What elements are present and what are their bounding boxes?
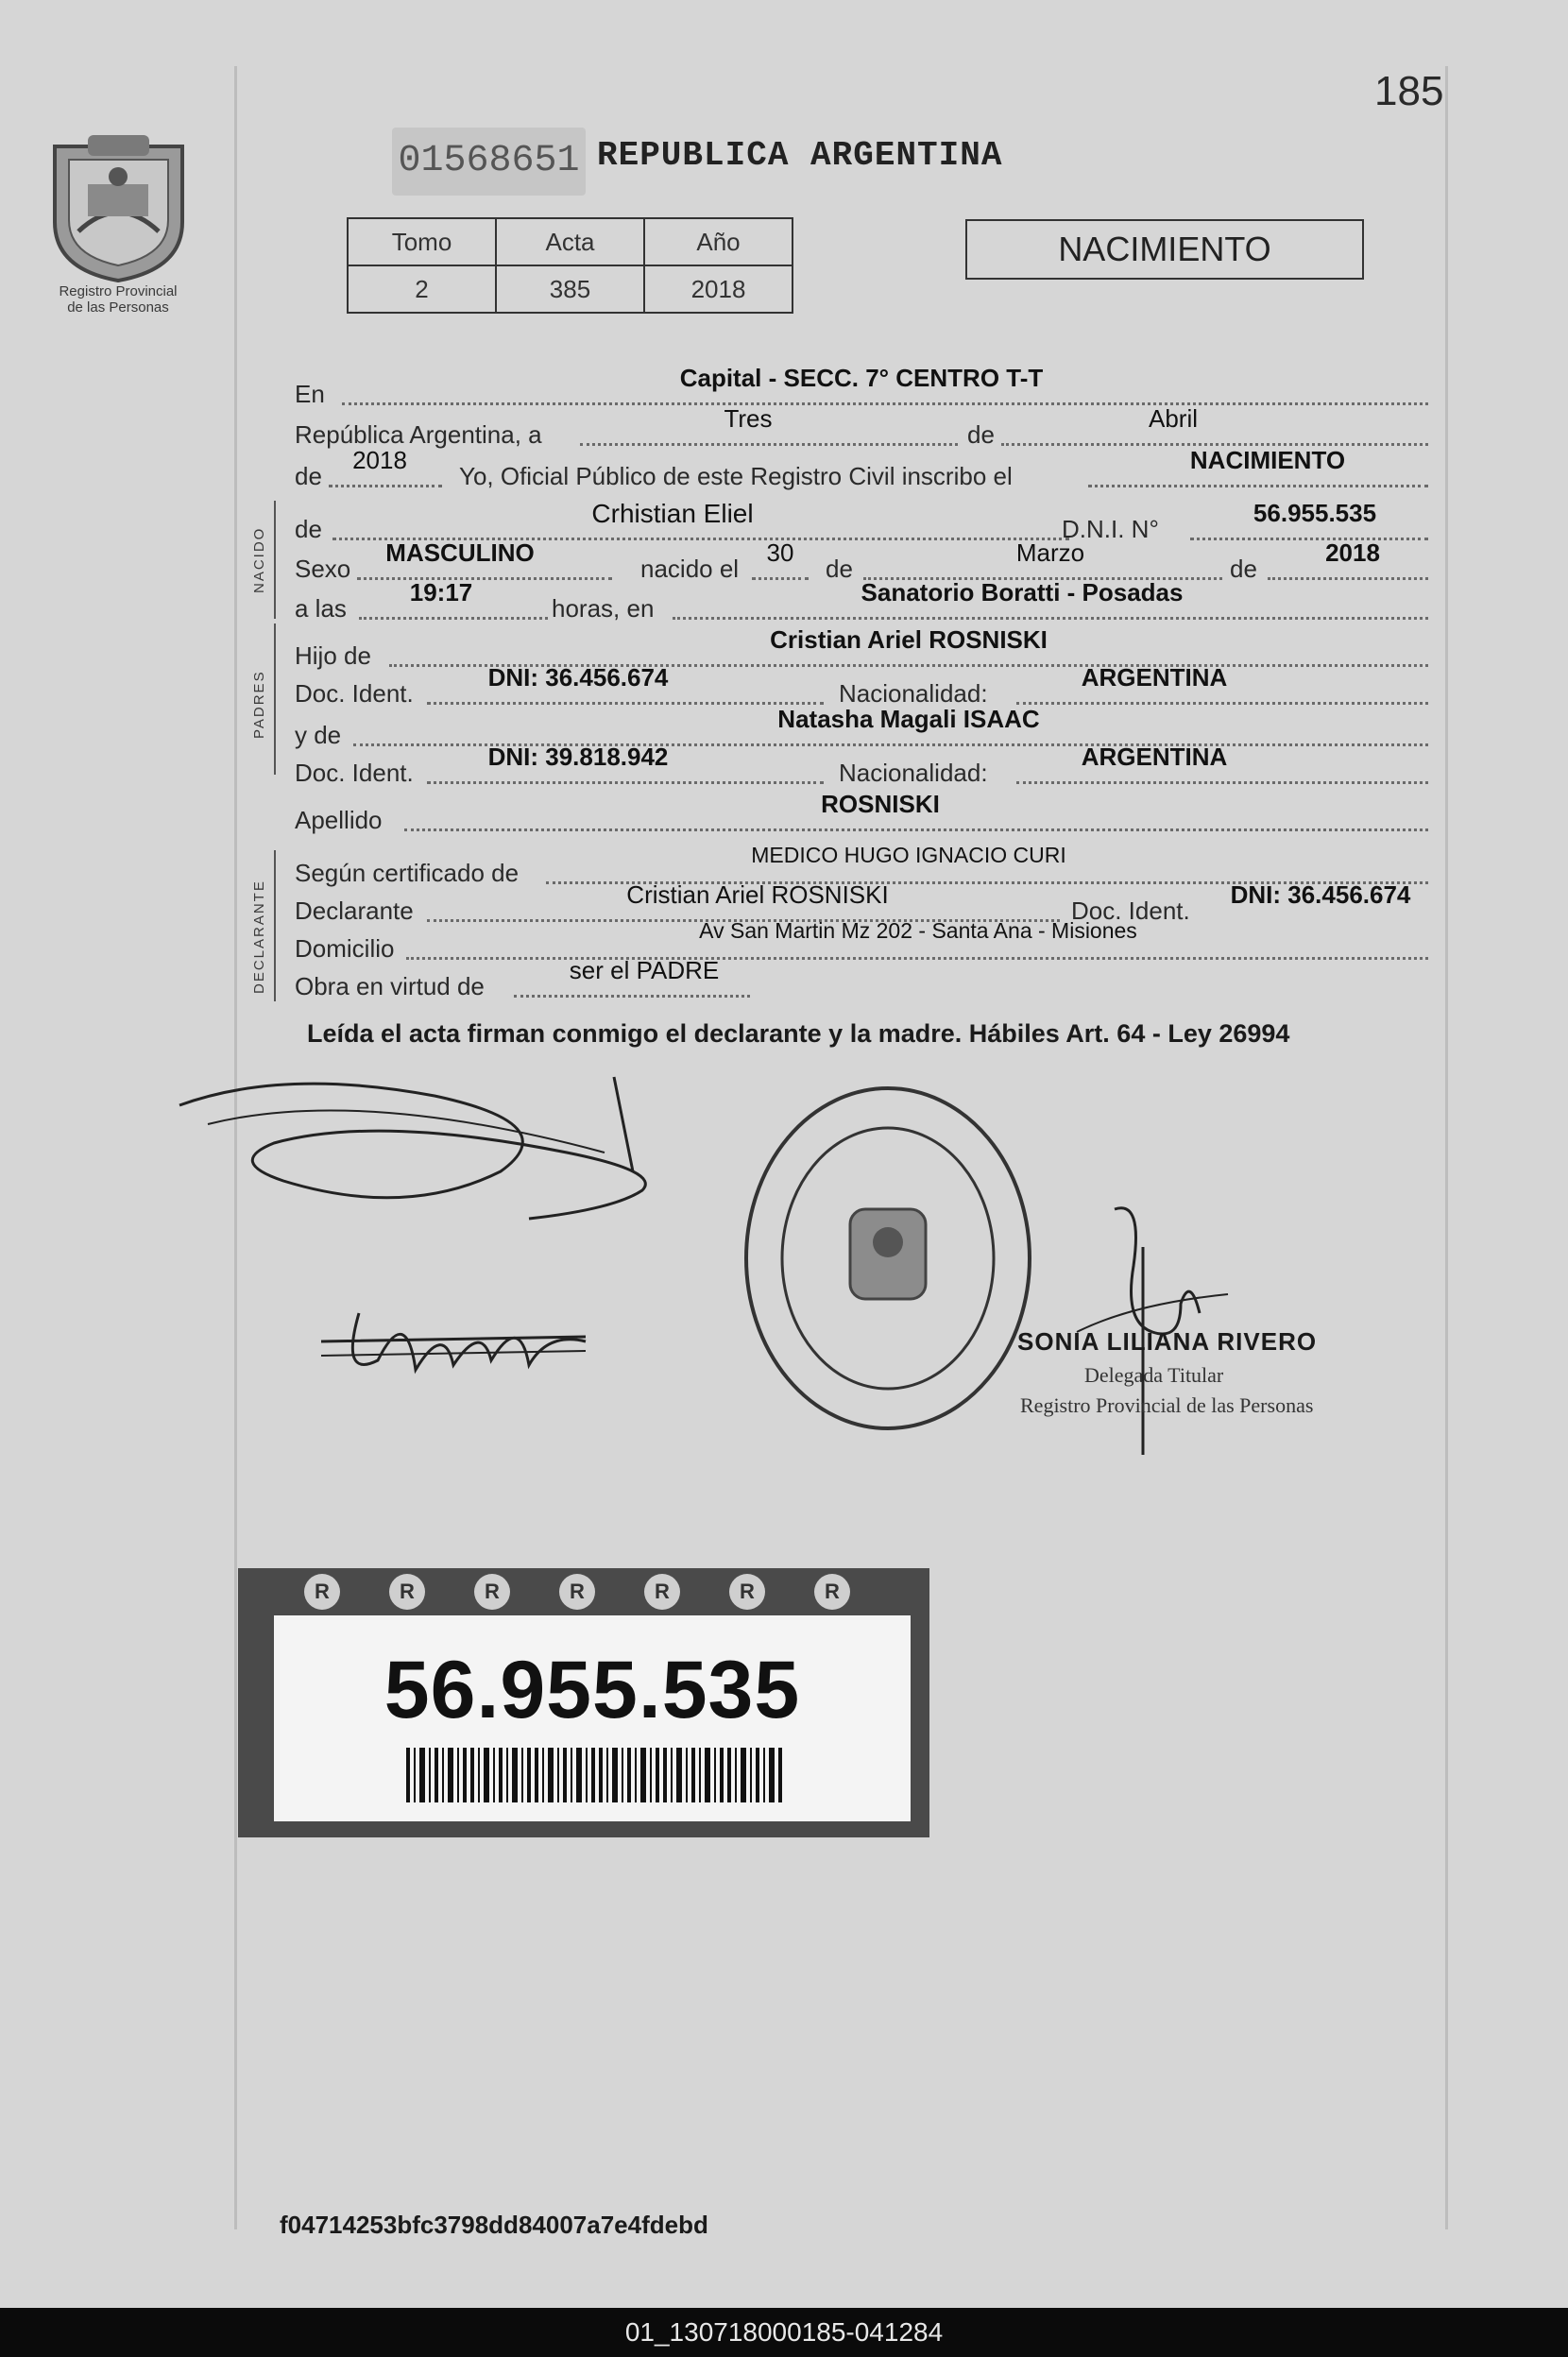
- padres-section-label: PADRES: [251, 670, 267, 739]
- birth-time-value: 19:17: [409, 578, 473, 606]
- child-dni-value: 56.955.535: [1253, 499, 1377, 527]
- registry-caption-line1: Registro Provincial: [59, 283, 178, 299]
- declarante-section-label: DECLARANTE: [251, 880, 267, 994]
- id-barcode-sticker: [238, 1568, 929, 1837]
- certificado-label: Según certificado de: [295, 859, 520, 887]
- day-value: Tres: [724, 404, 773, 433]
- date-line: [295, 404, 1428, 450]
- event-value: NACIMIENTO: [1189, 446, 1346, 474]
- registry-header-row: [348, 218, 793, 265]
- registry-table: [347, 217, 793, 314]
- sticker-panel: [274, 1615, 911, 1821]
- pattern-mark: R: [644, 1574, 680, 1610]
- padres-bracket: [274, 623, 276, 775]
- declarante-value: Cristian Ariel ROSNISKI: [626, 880, 889, 909]
- sticker-id-number: 56.955.535: [383, 1645, 801, 1735]
- declarante-bracket: [274, 850, 276, 1001]
- official-title: Delegada Titular: [1084, 1363, 1224, 1387]
- de-month-label: de: [826, 555, 853, 583]
- mother-doc-line: [295, 743, 1428, 788]
- de-label: de: [967, 420, 995, 449]
- y-de-label: y de: [295, 721, 342, 749]
- a-las-label: a las: [295, 594, 347, 623]
- birth-year-value: 2018: [1325, 538, 1380, 567]
- document-hash: f04714253bfc3798dd84007a7e4fdebd: [280, 2211, 708, 2239]
- pattern-mark: R: [389, 1574, 425, 1610]
- official-name: SONIA LILIANA RIVERO: [1017, 1327, 1318, 1356]
- certificado-value: MEDICO HUGO IGNACIO CURI: [751, 843, 1066, 867]
- statement-text: Yo, Oficial Público de este Registro Civil inscribo el: [459, 462, 1013, 490]
- official-office: Registro Provincial de las Personas: [1020, 1393, 1314, 1417]
- dotted-leader: [514, 995, 750, 998]
- birth-place-value: Sanatorio Boratti - Posadas: [861, 578, 1184, 606]
- place-value: Capital - SECC. 7° CENTRO T-T: [679, 364, 1044, 392]
- father-name-value: Cristian Ariel ROSNISKI: [770, 625, 1048, 654]
- sexo-label: Sexo: [295, 555, 351, 583]
- de-name-label: de: [295, 515, 322, 543]
- year-line: [295, 446, 1428, 491]
- anio-header: Año: [644, 218, 793, 265]
- tomo-value: 2: [348, 265, 496, 313]
- surname-line: [295, 790, 1428, 835]
- nacido-el-label: nacido el: [640, 555, 740, 583]
- horas-label: horas, en: [552, 594, 655, 623]
- dotted-leader: [1088, 485, 1428, 487]
- de-year2-label: de: [1230, 555, 1257, 583]
- declarant-signature: [170, 1067, 775, 1285]
- father-doc-label: Doc. Ident.: [295, 679, 414, 708]
- pattern-mark: R: [729, 1574, 765, 1610]
- footer-file-id: 01_130718000185-041284: [624, 2317, 944, 2347]
- mother-name-value: Natasha Magali ISAAC: [777, 705, 1040, 733]
- anio-value: 2018: [644, 265, 793, 313]
- father-nationality-label: Nacionalidad:: [839, 679, 988, 708]
- mother-nationality-value: ARGENTINA: [1081, 743, 1228, 771]
- mother-doc-value: DNI: 39.818.942: [487, 743, 669, 771]
- child-name-line: [295, 499, 1428, 544]
- domicilio-label: Domicilio: [295, 934, 395, 963]
- acta-value: 385: [496, 265, 644, 313]
- apellido-label: Apellido: [295, 806, 383, 834]
- apellido-value: ROSNISKI: [821, 790, 940, 818]
- official-stamp: [737, 1077, 1039, 1441]
- father-doc-line: [295, 663, 1428, 709]
- birth-day-value: 30: [766, 538, 794, 567]
- dotted-leader: [404, 828, 1428, 831]
- document-type-box: NACIMIENTO: [965, 219, 1364, 280]
- year-value: 2018: [352, 446, 407, 474]
- father-doc-value: DNI: 36.456.674: [487, 663, 669, 692]
- domicilio-value: Av San Martin Mz 202 - Santa Ana - Misiones: [699, 918, 1137, 943]
- sexo-value: MASCULINO: [385, 538, 535, 567]
- tomo-header: Tomo: [348, 218, 496, 265]
- registry-caption-line2: de las Personas: [67, 299, 169, 316]
- mother-doc-label: Doc. Ident.: [295, 759, 414, 787]
- declarante-doc-label: Doc. Ident.: [1071, 897, 1190, 925]
- birth-month-value: Marzo: [1015, 538, 1085, 567]
- dotted-leader: [1016, 781, 1428, 784]
- country-title: REPUBLICA ARGENTINA: [597, 136, 1003, 175]
- father-nationality-value: ARGENTINA: [1081, 663, 1228, 692]
- month-value: Abril: [1148, 404, 1198, 433]
- dotted-leader: [359, 617, 548, 620]
- hijo-de-label: Hijo de: [295, 641, 371, 670]
- registry-value-row: [348, 265, 793, 313]
- pattern-mark: R: [814, 1574, 850, 1610]
- nacido-bracket: [274, 501, 276, 619]
- closing-statement: Leída el acta firman conmigo el declarante y la madre. Hábiles Art. 64 - Ley 26994: [307, 1019, 1290, 1048]
- child-name-value: Crhistian Eliel: [591, 499, 754, 528]
- serial-number: 01568651: [392, 128, 586, 196]
- de-year-label: de: [295, 462, 322, 490]
- en-label: En: [295, 380, 325, 408]
- pattern-mark: R: [559, 1574, 595, 1610]
- obra-value: ser el PADRE: [569, 956, 720, 984]
- pattern-mark: R: [304, 1574, 340, 1610]
- place-line: [295, 364, 1428, 409]
- acta-header: Acta: [496, 218, 644, 265]
- dotted-leader: [427, 781, 824, 784]
- dotted-leader: [673, 617, 1428, 620]
- declarante-label: Declarante: [295, 897, 414, 925]
- registry-caption: [19, 283, 217, 316]
- nacido-section-label: NACIDO: [251, 526, 267, 593]
- mother-signature: [302, 1285, 605, 1398]
- barcode: [406, 1748, 784, 1802]
- right-margin-line: [1445, 66, 1448, 2229]
- sex-birthdate-line: [295, 538, 1428, 584]
- pattern-mark: R: [474, 1574, 510, 1610]
- republica-label: República Argentina, a: [295, 420, 542, 449]
- obra-label: Obra en virtud de: [295, 972, 485, 1000]
- dotted-leader: [329, 485, 442, 487]
- time-place-line: [295, 578, 1428, 623]
- mother-nationality-label: Nacionalidad:: [839, 759, 988, 787]
- dni-label: D.N.I. N°: [1062, 515, 1159, 543]
- capacity-line: [295, 956, 1428, 1001]
- page-number: 185: [1374, 68, 1444, 114]
- declarante-doc-value: DNI: 36.456.674: [1230, 880, 1411, 909]
